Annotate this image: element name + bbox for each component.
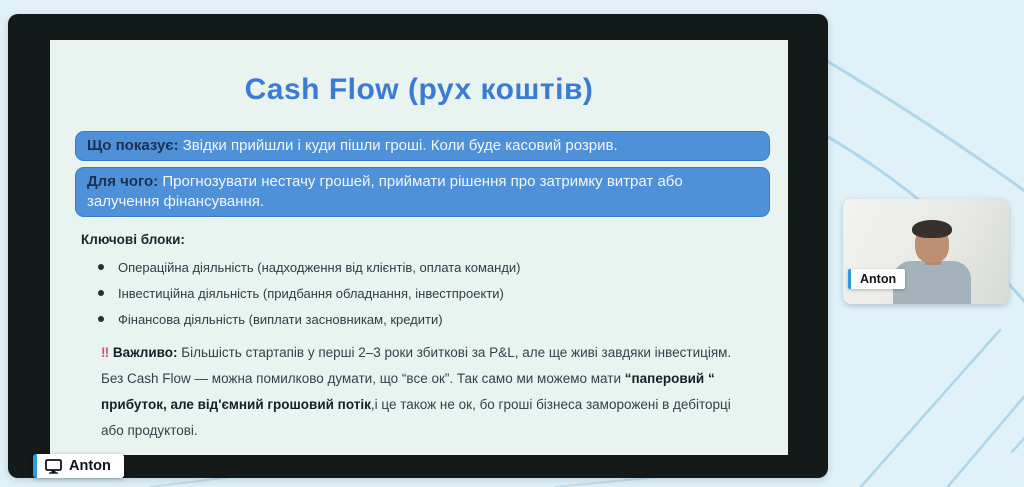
key-blocks-list bbox=[96, 250, 756, 328]
presenter-name: Anton bbox=[69, 458, 111, 474]
double-exclamation-icon: ‼ bbox=[101, 345, 110, 360]
list-item bbox=[96, 285, 756, 302]
banner-what-for bbox=[75, 167, 770, 217]
webcam-tile-anton[interactable] bbox=[843, 199, 1009, 304]
important-bold-text: “паперовий “ прибуток, але від'ємний грошовий потік bbox=[101, 371, 715, 412]
presenter-name-badge bbox=[33, 454, 124, 478]
list-item-text: Операційна діяльність (надходження від клієнтів, оплата команди) bbox=[118, 260, 521, 275]
slide-title: Cash Flow (рух коштів) bbox=[244, 73, 594, 106]
banner-label: Для чого: bbox=[87, 173, 159, 190]
important-note bbox=[101, 340, 749, 444]
bullet-icon bbox=[98, 264, 104, 270]
list-item-text: Інвестиційна діяльність (придбання обладнання, інвестпроекти) bbox=[118, 286, 504, 301]
list-item bbox=[96, 311, 756, 328]
bullet-icon bbox=[98, 290, 104, 296]
screen-share-monitor-icon bbox=[45, 459, 62, 474]
banner-label: Що показує: bbox=[87, 137, 179, 154]
screen-share-tile[interactable] bbox=[8, 14, 828, 478]
banner-what-it-shows bbox=[75, 131, 770, 161]
bullet-icon bbox=[98, 316, 104, 322]
important-text-after: ,і це також не ок, бо гроші бізнеса заморожені в дебіторці або продуктові. bbox=[101, 397, 731, 438]
webcam-name: Anton bbox=[860, 272, 897, 286]
presentation-slide bbox=[50, 40, 788, 455]
important-text-before: Більшість стартапів у перші 2–3 роки збиткові за P&L, але ще живі завдяки інвестиціям. Без Cash Flow — можна помилково думати, що “все ок”. Так само ми можемо мати bbox=[101, 345, 732, 386]
list-item bbox=[96, 259, 756, 276]
important-label: Важливо: bbox=[112, 345, 178, 360]
person-avatar bbox=[912, 220, 952, 238]
list-item-text: Фінансова діяльність (виплати засновникам, кредити) bbox=[118, 312, 443, 327]
key-blocks-heading: Ключові блоки: bbox=[81, 232, 185, 247]
banner-text: Прогнозувати нестачу грошей, приймати рішення про затримку витрат або залучення фінансування. bbox=[87, 173, 683, 210]
banner-text: Звідки прийшли і куди пішли гроші. Коли буде касовий розрив. bbox=[182, 137, 618, 154]
webcam-name-badge bbox=[848, 269, 905, 289]
